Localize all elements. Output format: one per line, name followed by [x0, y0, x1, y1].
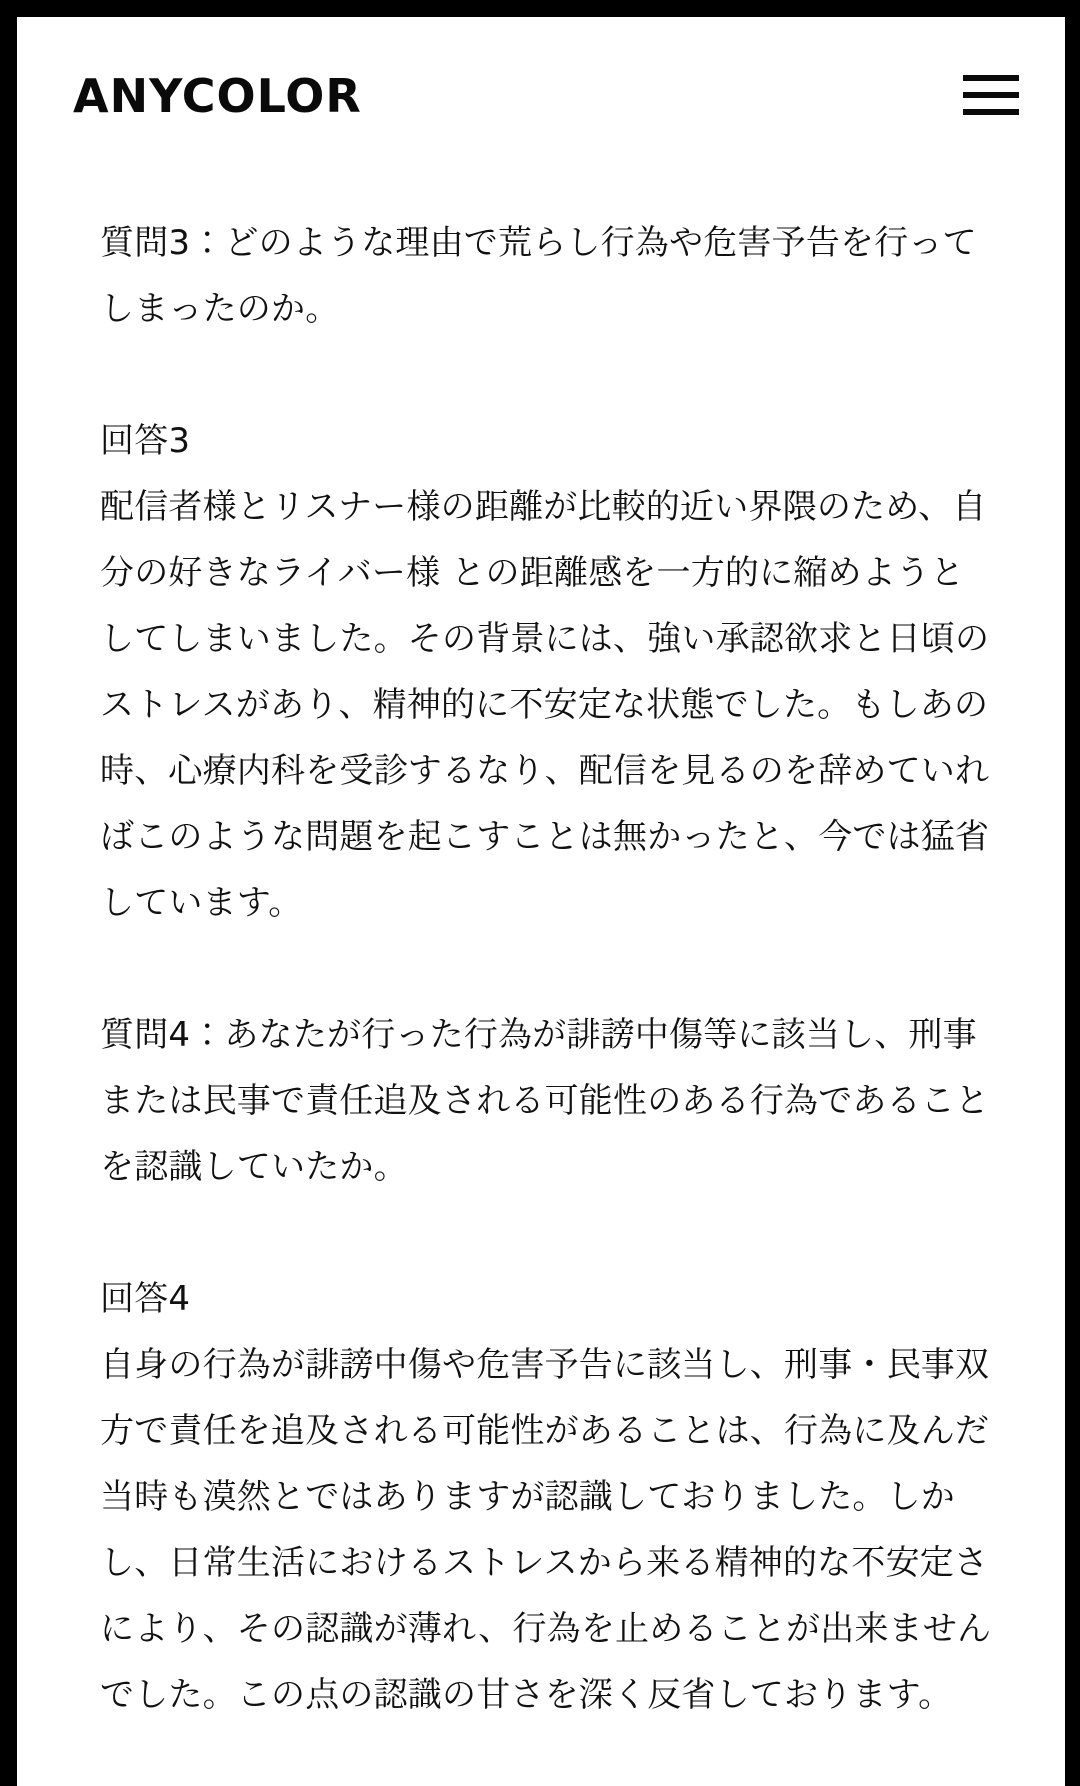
hamburger-menu-icon[interactable]	[963, 75, 1019, 115]
text-line: しています。	[100, 883, 303, 923]
text-line: 当時も漠然とではありますが認識しておりました。しか	[100, 1477, 955, 1517]
text-line: 質問4：あなたが行った行為が誹謗中傷等に該当し、刑事	[100, 1015, 977, 1055]
text-line: しまったのか。	[100, 289, 340, 329]
text-line: ばこのような問題を起こすことは無かったと、今では猛省	[100, 817, 990, 857]
text-line: 時、心療内科を受診するなり、配信を見るのを辞めていれ	[100, 751, 990, 791]
text-line: してしまいました。その背景には、強い承認欲求と日頃の	[100, 619, 990, 659]
text-line: でした。この点の認識の甘さを深く反省しております。	[100, 1675, 953, 1715]
answer-4-paragraph	[100, 1266, 992, 1728]
site-header	[17, 17, 1065, 123]
question-4-paragraph	[100, 1002, 990, 1200]
text-line: 質問3：どのような理由で荒らし行為や危害予告を行って	[100, 223, 977, 263]
answer-3-paragraph	[100, 408, 990, 936]
text-line: 回答4	[100, 1279, 191, 1319]
text-line: 自身の行為が誹謗中傷や危害予告に該当し、刑事・民事双	[100, 1345, 990, 1385]
text-line: または民事で責任追及される可能性のある行為であること	[100, 1081, 990, 1121]
article	[17, 210, 1065, 1728]
question-3-paragraph	[100, 210, 985, 342]
text-line: を認識していたか。	[100, 1147, 408, 1187]
text-line: し、日常生活におけるストレスから来る精神的な不安定さ	[100, 1543, 989, 1583]
hamburger-bar	[963, 92, 1019, 98]
text-line: 配信者様とリスナー様の距離が比較的近い界隈のため、自	[100, 487, 987, 527]
text-line: ストレスがあり、精神的に不安定な状態でした。もしあの	[100, 685, 989, 725]
text-line: 方で責任を追及される可能性があることは、行為に及んだ	[100, 1411, 990, 1451]
hamburger-bar	[963, 109, 1019, 115]
text-line: 分の好きなライバー様 との距離感を一方的に縮めようと	[100, 553, 965, 593]
text-line: 回答3	[100, 421, 191, 461]
anycolor-logo[interactable]: ANYCOLOR	[73, 69, 362, 123]
hamburger-bar	[963, 75, 1019, 81]
text-line: により、その認識が薄れ、行為を止めることが出来ません	[100, 1609, 992, 1649]
